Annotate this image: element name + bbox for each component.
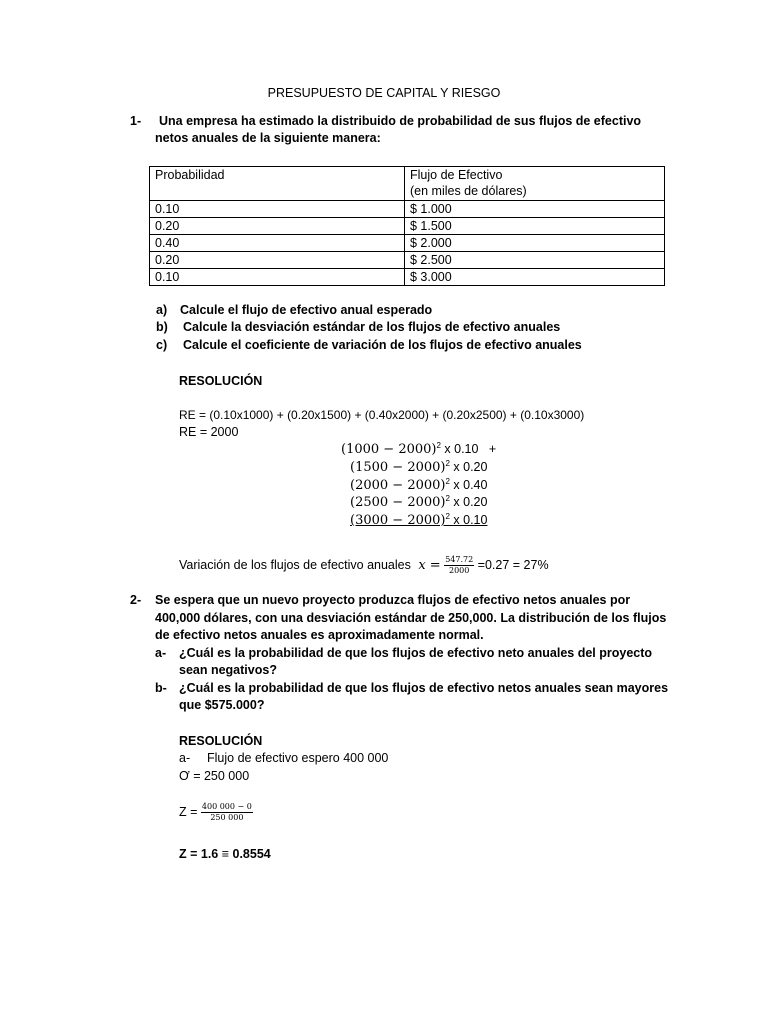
q1-text-line1: Una empresa ha estimado la distribuido de probabilidad de sus flujos de efectivo [159,114,642,128]
variance-term [341,441,496,457]
table-header-row [150,167,665,201]
q2-res-a-label: a- [179,751,191,765]
q1-resolution-heading: RESOLUCIÓN [179,374,263,388]
table-header-cashflow [405,167,665,201]
variation-result: =0.27 = 27% [477,557,549,572]
table-cell-cashflow: $ 1.000 [405,201,665,218]
q2-res-a-text: Flujo de efectivo espero 400 000 [207,751,389,765]
variation-fraction [444,555,474,576]
z-result: Z = 1.6 ≡ 0.8554 [179,847,271,861]
q1-item-b-label: b) [156,320,168,334]
z-prefix: Z = [179,804,198,819]
probability-table [149,166,665,286]
variance-term-exp: 2 [436,441,441,450]
table-header-cashflow-line2: (en miles de dólares) [410,184,527,198]
variance-term [350,459,487,475]
variance-term-tail: x 0.10 [453,513,488,528]
variance-term-expr: (2500 − 2000) [350,495,446,511]
q2-text-line2: 400,000 dólares, con una desviación estándar de 250,000. La distribución de los flujos [155,611,667,625]
z-numerator: 400 000 − 0 [201,802,252,811]
table-row [150,252,665,269]
q2-item-a-line2: sean negativos? [179,663,277,677]
table-cell-probability: 0.20 [150,218,405,235]
q2-item-b-line1: ¿Cuál es la probabilidad de que los flujos de efectivo netos anuales sean mayores [179,681,669,695]
q1-item-a-label: a) [156,303,168,317]
q1-number: 1- [130,114,142,128]
q2-item-b-line2: que $575.000? [179,698,265,712]
table-cell-probability: 0.40 [150,235,405,252]
table-row [150,235,665,252]
variation-numerator: 547.72 [445,555,474,564]
variance-term-expr: (3000 − 2000) [350,513,446,529]
table-cell-probability: 0.10 [150,201,405,218]
q1-text-line2: netos anuales de la siguiente manera: [155,131,381,145]
q1-item-a-text: Calcule el flujo de efectivo anual esperado [180,303,433,317]
variation-var: x = [418,557,441,573]
variance-term-expr: (1500 − 2000) [350,460,446,476]
q2-item-a-line1: ¿Cuál es la probabilidad de que los flujos de efectivo neto anuales del proyecto [179,646,653,660]
q2-number: 2- [130,593,142,607]
q1-re-result: RE = 2000 [179,425,239,439]
z-denominator: 250 000 [210,813,244,822]
q1-item-c-label: c) [156,338,168,352]
variance-term [350,494,487,510]
variation-denominator: 2000 [449,566,470,575]
q1-re-formula: RE = (0.10x1000) + (0.20x1500) + (0.40x2000) + (0.20x2500) + (0.10x3000) [179,408,585,422]
q2-text-line3: de efectivo netos anuales es aproximadamente normal. [155,628,484,642]
table-cell-probability: 0.10 [150,269,405,286]
table-header-cashflow-line1: Flujo de Efectivo [410,168,503,182]
q1-item-c-text: Calcule el coeficiente de variación de los flujos de efectivo anuales [183,338,582,352]
table-row [150,269,665,286]
q2-item-b-label: b- [155,681,167,695]
variance-term [350,512,487,528]
table-cell-cashflow: $ 2.500 [405,252,665,269]
variation-line [179,555,549,576]
table-cell-cashflow: $ 3.000 [405,269,665,286]
variation-label: Variación de los flujos de efectivo anuales [179,557,411,572]
table-cell-probability: 0.20 [150,252,405,269]
q2-item-a-label: a- [155,646,167,660]
page-title: PRESUPUESTO DE CAPITAL Y RIESGO [267,86,501,100]
variance-term-tail: x 0.40 [453,478,488,493]
table-row [150,218,665,235]
q2-resolution-heading: RESOLUCIÓN [179,734,263,748]
table-row [150,201,665,218]
z-fraction [201,802,253,823]
q2-text-line1: Se espera que un nuevo proyecto produzca flujos de efectivo netos anuales por [155,593,631,607]
variance-term-tail: x 0.10 + [444,442,497,457]
variance-term-expr: (2000 − 2000) [350,478,446,494]
variance-term-tail: x 0.20 [453,495,488,510]
variance-term-exp: 2 [445,494,450,503]
q2-sigma-line: Ơ = 250 000 [179,769,250,783]
table-cell-cashflow: $ 2.000 [405,235,665,252]
variance-term-exp: 2 [445,512,450,521]
q1-item-b-text: Calcule la desviación estándar de los flujos de efectivo anuales [183,320,561,334]
z-formula [179,802,253,823]
variance-term-exp: 2 [445,477,450,486]
variance-term-expr: (1000 − 2000) [341,442,437,458]
table-header-probability: Probabilidad [150,167,405,201]
variance-term-exp: 2 [445,459,450,468]
table-cell-cashflow: $ 1.500 [405,218,665,235]
variance-term-tail: x 0.20 [453,460,488,475]
variance-term [350,477,487,493]
